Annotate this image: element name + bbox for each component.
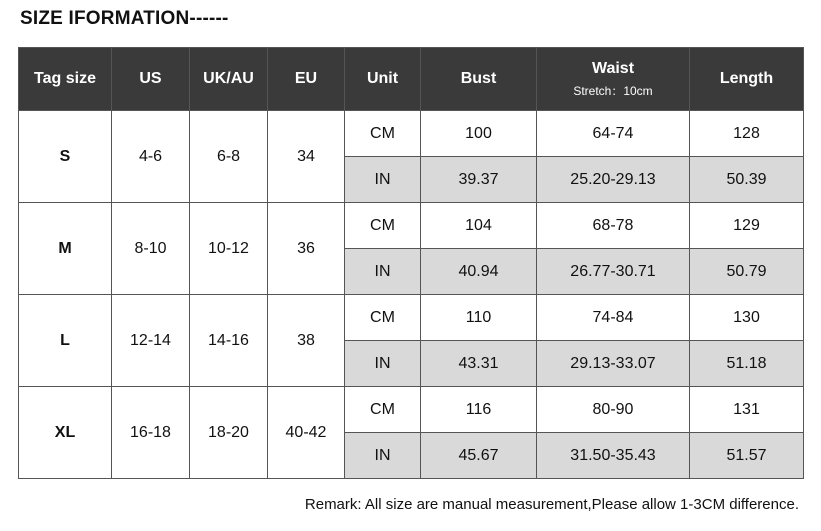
- table-row-m-cm: [19, 203, 804, 249]
- tag-size-cell: S: [19, 111, 112, 203]
- header-length: Length: [690, 48, 804, 111]
- bust-cell: 116: [421, 387, 537, 433]
- length-cell: 128: [690, 111, 804, 157]
- unit-cell: IN: [345, 341, 421, 387]
- us-size-cell: 8-10: [112, 203, 190, 295]
- length-cell: 129: [690, 203, 804, 249]
- bust-cell: 40.94: [421, 249, 537, 295]
- header-waist-label: Waist: [591, 59, 635, 77]
- us-size-cell: 12-14: [112, 295, 190, 387]
- bust-cell: 43.31: [421, 341, 537, 387]
- length-cell: 130: [690, 295, 804, 341]
- waist-cell: 64-74: [537, 111, 690, 157]
- header-ukau: UK/AU: [190, 48, 268, 111]
- unit-cell: IN: [345, 157, 421, 203]
- length-cell: 131: [690, 387, 804, 433]
- eu-size-cell: 40-42: [268, 387, 345, 479]
- header-bust: Bust: [421, 48, 537, 111]
- bust-cell: 110: [421, 295, 537, 341]
- tag-size-cell: M: [19, 203, 112, 295]
- tag-size-cell: L: [19, 295, 112, 387]
- us-size-cell: 4-6: [112, 111, 190, 203]
- ukau-size-cell: 14-16: [190, 295, 268, 387]
- unit-cell: IN: [345, 433, 421, 479]
- remark-note: Remark: All size are manual measurement,Please allow 1-3CM difference.: [304, 496, 799, 513]
- eu-size-cell: 38: [268, 295, 345, 387]
- unit-cell: IN: [345, 249, 421, 295]
- waist-cell: 25.20-29.13: [537, 157, 690, 203]
- bust-cell: 104: [421, 203, 537, 249]
- ukau-size-cell: 18-20: [190, 387, 268, 479]
- waist-cell: 29.13-33.07: [537, 341, 690, 387]
- eu-size-cell: 34: [268, 111, 345, 203]
- header-waist-note: Stretch：10cm: [573, 83, 653, 98]
- ukau-size-cell: 6-8: [190, 111, 268, 203]
- unit-cell: CM: [345, 111, 421, 157]
- ukau-size-cell: 10-12: [190, 203, 268, 295]
- header-unit: Unit: [345, 48, 421, 111]
- bust-cell: 100: [421, 111, 537, 157]
- size-chart-table: [18, 47, 804, 479]
- page-title: SIZE IFORMATION------: [20, 8, 229, 29]
- header-tag-size: Tag size: [19, 48, 112, 111]
- unit-cell: CM: [345, 203, 421, 249]
- table-row-s-cm: [19, 111, 804, 157]
- header-us: US: [112, 48, 190, 111]
- header-eu: EU: [268, 48, 345, 111]
- table-row-xl-cm: [19, 387, 804, 433]
- bust-cell: 39.37: [421, 157, 537, 203]
- header-waist: [537, 48, 690, 111]
- tag-size-cell: XL: [19, 387, 112, 479]
- waist-cell: 68-78: [537, 203, 690, 249]
- waist-cell: 26.77-30.71: [537, 249, 690, 295]
- eu-size-cell: 36: [268, 203, 345, 295]
- unit-cell: CM: [345, 295, 421, 341]
- bust-cell: 45.67: [421, 433, 537, 479]
- waist-cell: 31.50-35.43: [537, 433, 690, 479]
- length-cell: 50.39: [690, 157, 804, 203]
- length-cell: 51.57: [690, 433, 804, 479]
- us-size-cell: 16-18: [112, 387, 190, 479]
- unit-cell: CM: [345, 387, 421, 433]
- table-row-l-cm: [19, 295, 804, 341]
- waist-cell: 74-84: [537, 295, 690, 341]
- length-cell: 50.79: [690, 249, 804, 295]
- header-row: [19, 48, 804, 111]
- length-cell: 51.18: [690, 341, 804, 387]
- waist-cell: 80-90: [537, 387, 690, 433]
